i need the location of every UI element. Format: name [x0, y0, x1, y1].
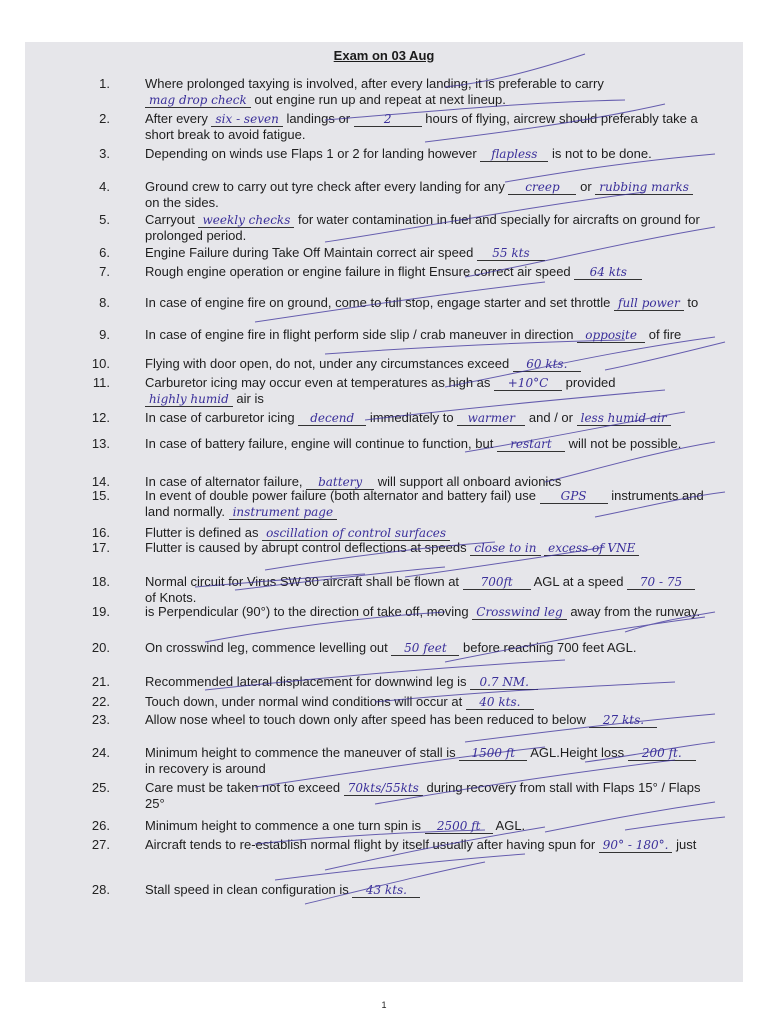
- question-number: 13.: [91, 436, 110, 451]
- question-fragment: Recommended lateral displacement for downwind leg is: [145, 674, 467, 689]
- handwritten-answer: Crosswind leg: [472, 605, 566, 620]
- question-number: 7.: [99, 264, 110, 279]
- pen-strokes-overlay: [25, 42, 743, 982]
- question-fragment: of: [145, 590, 156, 605]
- question-fragment: is Perpendicular (90°) to the direction of take off, moving: [145, 604, 469, 619]
- handwritten-answer: 70 - 75: [627, 575, 695, 590]
- question-number: 16.: [91, 525, 110, 540]
- pen-stroke: [545, 802, 715, 832]
- question-fragment: to: [687, 295, 699, 310]
- question-number: 4.: [99, 179, 110, 194]
- handwritten-answer: less humid air: [577, 411, 671, 426]
- question-fragment: AGL at a speed: [533, 574, 624, 589]
- pen-stroke: [275, 854, 525, 880]
- handwritten-answer: 60 kts.: [513, 357, 581, 372]
- handwritten-answer: rubbing marks: [595, 180, 693, 195]
- question-fragment: before reaching 700: [463, 640, 579, 655]
- question-fragment: Flaps 15° / Flaps 25°: [145, 780, 701, 811]
- handwritten-answer: GPS: [540, 489, 608, 504]
- handwritten-answer: 64 kts: [574, 265, 642, 280]
- handwritten-answer: 200 ft.: [628, 746, 696, 761]
- question-fragment: is: [551, 146, 562, 161]
- question-number: 2.: [99, 111, 110, 126]
- pen-stroke: [465, 227, 715, 277]
- question-number: 5.: [99, 212, 110, 227]
- handwritten-answer: opposite: [577, 328, 645, 343]
- question-fragment: landings or: [286, 111, 351, 126]
- question-fragment: for water contamination in fuel and specially for: [298, 212, 569, 227]
- question-fragment: Allow nose wheel to touch down only after speed has been reduced to below: [145, 712, 586, 727]
- handwritten-answer: 700ft: [463, 575, 531, 590]
- question-number: 14.: [91, 474, 110, 489]
- question-number: 19.: [91, 604, 110, 619]
- question-fragment: In case of carburetor icing: [145, 410, 295, 425]
- pen-stroke: [625, 817, 725, 830]
- exam-sheet: [25, 42, 743, 982]
- handwritten-answer: instrument page: [229, 505, 337, 520]
- question-fragment: Normal circuit for Virus SW 80 aircraft shall be flown at: [145, 574, 460, 589]
- pen-stroke: [545, 442, 715, 482]
- pen-stroke: [255, 747, 545, 787]
- handwritten-answer: warmer: [457, 411, 525, 426]
- question-number: 3.: [99, 146, 110, 161]
- question-fragment: just: [676, 837, 697, 852]
- handwritten-answer: 1500 ft: [459, 746, 527, 761]
- handwritten-answer: six - seven: [211, 112, 282, 127]
- question-number: 10.: [91, 356, 110, 371]
- question-fragment: After every: [145, 111, 208, 126]
- pen-stroke: [425, 104, 665, 142]
- question-fragment: Rough engine operation or engine failure in flight Ensure correct air speed: [145, 264, 571, 279]
- question-fragment: In case of alternator failure,: [145, 474, 303, 489]
- question-number: 24.: [91, 745, 110, 760]
- question-number: 17.: [91, 540, 110, 555]
- pen-stroke: [585, 742, 715, 762]
- handwritten-answer: excess of VNE: [544, 541, 639, 556]
- question-fragment: or: [580, 179, 592, 194]
- handwritten-answer: creep: [508, 180, 576, 195]
- question-number: 8.: [99, 295, 110, 310]
- question-fragment: of fire: [648, 327, 682, 342]
- pen-stroke: [325, 827, 545, 870]
- handwritten-answer: full power: [614, 296, 684, 311]
- question-fragment: not to be done.: [564, 146, 652, 161]
- pen-stroke: [325, 192, 645, 242]
- pen-stroke: [265, 542, 495, 570]
- question-number: 18.: [91, 574, 110, 589]
- question-fragment: Aircraft tends to re-establish normal flight by itself usually after having spun for: [145, 837, 596, 852]
- question-fragment: preferably take a short break to avoid fatigue.: [145, 111, 698, 142]
- handwritten-answer: 50 feet: [391, 641, 459, 656]
- question-fragment: In event of double power failure (both alternator and battery fail) use: [145, 488, 536, 503]
- question-fragment: Minimum height to commence the maneuver of stall is: [145, 745, 456, 760]
- pen-stroke: [595, 492, 725, 517]
- question-fragment: aircrafts on ground for prolonged period.: [145, 212, 700, 243]
- question-fragment: In case of engine fire on ground, come to full stop, engage starter and set throttle: [145, 295, 611, 310]
- handwritten-answer: decend: [298, 411, 366, 426]
- question-fragment: Minimum height to commence a one turn spin is: [145, 818, 422, 833]
- question-fragment: will not be: [568, 436, 627, 451]
- question-fragment: away from the runway.: [570, 604, 701, 619]
- pen-stroke: [605, 342, 725, 370]
- question-fragment: Where prolonged taxying is involved, after every landing, it is preferable to carry: [145, 76, 604, 91]
- question-fragment: On crosswind leg, commence levelling out: [145, 640, 388, 655]
- question-fragment: possible.: [630, 436, 682, 451]
- pen-stroke: [365, 390, 665, 420]
- question-fragment: Engine Failure during Take Off Maintain correct air speed: [145, 245, 474, 260]
- question-number: 25.: [91, 780, 110, 795]
- handwritten-answer: 70kts/55kts: [344, 781, 423, 796]
- pen-stroke: [235, 567, 445, 590]
- question-number: 27.: [91, 837, 110, 852]
- handwritten-answer: 90° - 180°.: [599, 838, 673, 853]
- handwritten-answer: 43 kts.: [352, 883, 420, 898]
- pen-stroke: [205, 660, 565, 690]
- question-fragment: instruments and land normally.: [145, 488, 704, 519]
- question-fragment: Flutter is defined as: [145, 525, 259, 540]
- question-fragment: Flying with door open, do not, under any circumstances exceed: [145, 356, 510, 371]
- pen-stroke: [375, 760, 675, 804]
- page-number: 1: [381, 1000, 387, 1010]
- question-number: 28.: [91, 882, 110, 897]
- question-fragment: provided: [565, 375, 616, 390]
- pen-stroke: [445, 617, 705, 662]
- question-number: 6.: [99, 245, 110, 260]
- handwritten-answer: 2500 ft: [425, 819, 493, 834]
- question-fragment: at next lineup.: [424, 92, 506, 107]
- handwritten-answer: 55 kts: [477, 246, 545, 261]
- handwritten-answer: 27 kts.: [589, 713, 657, 728]
- question-fragment: In case of battery failure, engine will continue to function, but: [145, 436, 494, 451]
- question-fragment: Carryout: [145, 212, 195, 227]
- question-fragment: hours of flying, aircrew should: [425, 111, 598, 126]
- question-number: 1.: [99, 76, 110, 91]
- question-number: 26.: [91, 818, 110, 833]
- question-fragment: in recovery is around: [145, 761, 266, 776]
- question-number: 21.: [91, 674, 110, 689]
- handwritten-answer: +10°C: [494, 376, 562, 391]
- pen-stroke: [445, 54, 585, 87]
- handwritten-answer: close to in: [470, 541, 540, 556]
- question-fragment: Knots.: [159, 590, 197, 605]
- question-fragment: immediately to: [369, 410, 454, 425]
- question-fragment: Touch down, under normal wind conditions will occur at: [145, 694, 463, 709]
- handwritten-answer: highly humid: [145, 392, 233, 407]
- question-fragment: on the sides.: [145, 195, 219, 210]
- question-fragment: Care must be taken not to exceed: [145, 780, 341, 795]
- question-number: 23.: [91, 712, 110, 727]
- handwritten-answer: battery: [306, 475, 374, 490]
- question-fragment: AGL.Height loss: [530, 745, 625, 760]
- question-number: 9.: [99, 327, 110, 342]
- pen-stroke: [465, 714, 715, 742]
- question-fragment: In case of engine fire in flight perform side slip / crab maneuver in direction: [145, 327, 574, 342]
- pen-stroke: [205, 612, 445, 642]
- pen-stroke: [505, 154, 715, 182]
- pen-stroke: [405, 547, 605, 577]
- question-fragment: Depending on winds use Flaps 1 or 2 for landing however: [145, 146, 477, 161]
- handwritten-answer: oscillation of control surfaces: [262, 526, 450, 541]
- handwritten-answer: 40 kts.: [466, 695, 534, 710]
- question-fragment: and / or: [528, 410, 573, 425]
- question-fragment: Stall speed in clean configuration is: [145, 882, 349, 897]
- handwritten-answer: 2: [354, 112, 422, 127]
- question-number: 15.: [91, 488, 110, 503]
- question-fragment: air is: [236, 391, 264, 406]
- handwritten-answer: 0.7 NM.: [470, 675, 538, 690]
- question-fragment: Flutter is caused by abrupt control deflections at speeds: [145, 540, 467, 555]
- question-number: 11.: [92, 375, 110, 390]
- handwritten-answer: restart: [497, 437, 565, 452]
- question-fragment: Ground crew to carry out tyre check after every landing for any: [145, 179, 505, 194]
- pen-stroke: [255, 282, 545, 322]
- question-fragment: Carburetor icing may occur even at temperatures as high as: [145, 375, 491, 390]
- question-fragment: feet AGL.: [582, 640, 637, 655]
- pen-stroke: [465, 412, 685, 452]
- question-fragment: will support all onboard avionics: [377, 474, 562, 489]
- question-fragment: out engine run up and repeat: [254, 92, 422, 107]
- question-number: 20.: [91, 640, 110, 655]
- exam-title: Exam on 03 Aug: [333, 48, 435, 63]
- question-number: 12.: [91, 410, 110, 425]
- question-number: 22.: [91, 694, 110, 709]
- question-fragment: during recovery from stall with: [426, 780, 600, 795]
- pen-stroke: [325, 100, 625, 120]
- pen-stroke: [255, 830, 485, 844]
- handwritten-answer: mag drop check: [145, 93, 251, 108]
- question-fragment: AGL.: [495, 818, 526, 833]
- pen-stroke: [325, 340, 625, 354]
- handwritten-answer: weekly checks: [198, 213, 294, 228]
- handwritten-answer: flapless: [480, 147, 548, 162]
- pen-stroke: [375, 682, 675, 702]
